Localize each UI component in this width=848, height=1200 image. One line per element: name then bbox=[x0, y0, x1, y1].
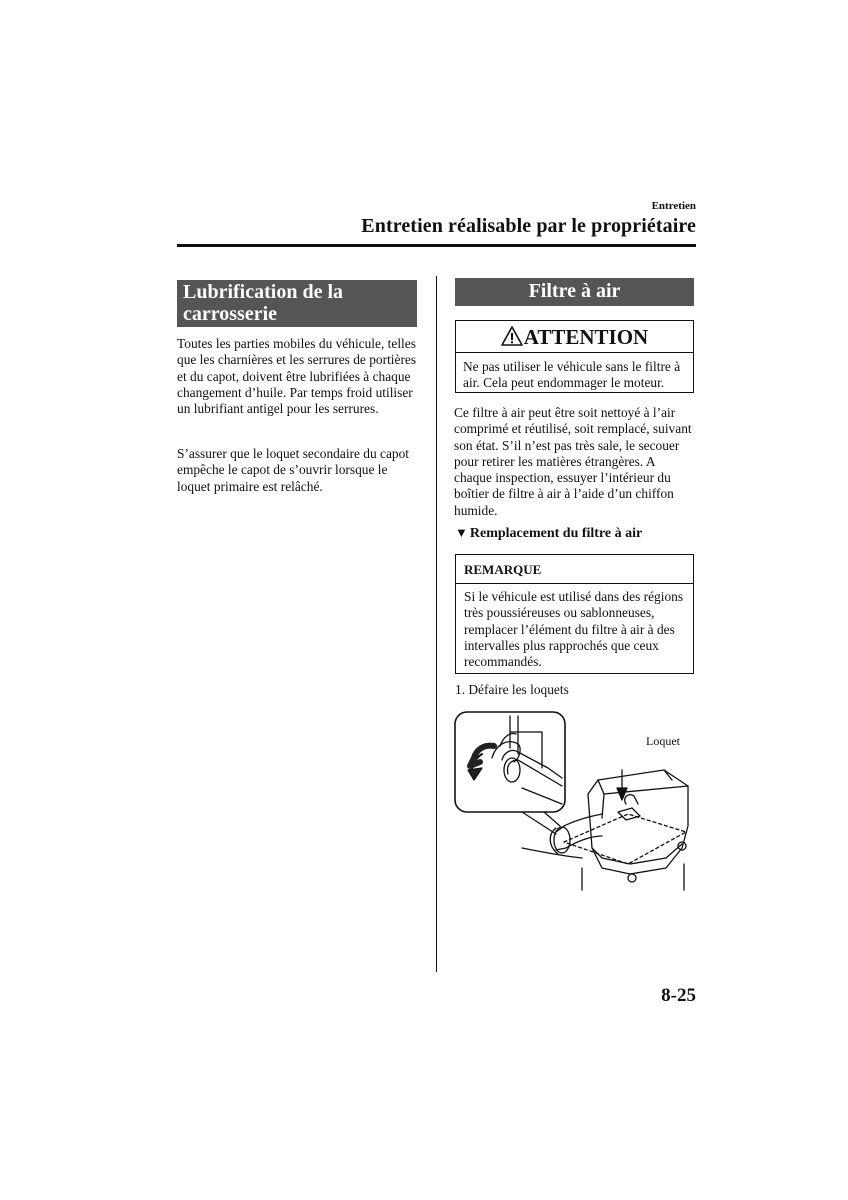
warning-triangle-icon bbox=[501, 326, 523, 346]
paragraph-loquet-secondaire: S’assurer que le loquet secondaire du capot empêche le capot de s’ouvrir lorsque le loquet primaire est relâché. bbox=[177, 446, 410, 494]
note-title: REMARQUE bbox=[456, 555, 693, 584]
step-1: 1. Défaire les loquets bbox=[455, 682, 569, 697]
note-text: Si le véhicule est utilisé dans des régions très poussiéreuses ou sablonneuses, remplacer l’élément du filtre à air à des intervalles plus rapprochés que ceux recommandés. bbox=[464, 589, 684, 670]
paragraph-filtre: Ce filtre à air peut être soit nettoyé à l’air comprimé et réutilisé, soit remplacé, suivant son état. S’il n’est pas très sale, le secouer pour retirer les matières étrangères. A chaque inspection, essuyer l’intérieur du boîtier de filtre à air à l’aide d’un chiffon humide. bbox=[454, 405, 692, 518]
subheading-text: Remplacement du filtre à air bbox=[469, 526, 643, 541]
column-divider bbox=[436, 276, 437, 972]
attention-title: ATTENTION bbox=[523, 325, 649, 349]
section-heading-filtre: Filtre à air bbox=[455, 278, 694, 306]
section-heading-lubrification: Lubrification de la carrosserie bbox=[177, 280, 417, 327]
attention-text: Ne pas utiliser le véhicule sans le filtre à air. Cela peut endommager le moteur. bbox=[463, 359, 681, 391]
page-number: 8-25 bbox=[661, 985, 696, 1006]
section-label: Entretien bbox=[651, 200, 696, 212]
paragraph-lubrification: Toutes les parties mobiles du véhicule, telles que les charnières et les serrures de portières et du capot, doivent être lubrifiées à chaque changement d’huile. Par temps froid utiliser un lubrifiant antigel pour les serrures. bbox=[177, 336, 417, 417]
subheading-remplacement bbox=[455, 524, 695, 542]
attention-box bbox=[455, 320, 694, 393]
page-title: Entretien réalisable par le propriétaire bbox=[361, 215, 696, 237]
attention-header bbox=[456, 321, 693, 353]
triangle-down-icon: ▼ bbox=[455, 525, 468, 540]
title-rule bbox=[177, 244, 696, 247]
callout-loquet: Loquet bbox=[646, 734, 680, 748]
note-box bbox=[455, 554, 694, 674]
